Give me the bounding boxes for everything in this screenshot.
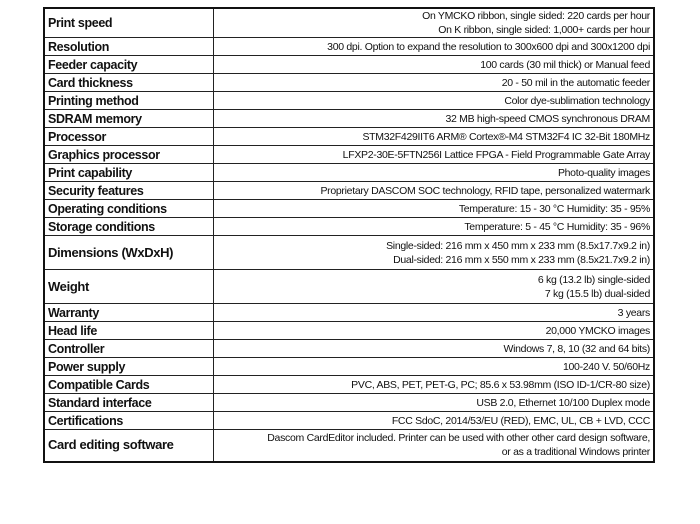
spec-value [214, 430, 655, 462]
spec-value [214, 92, 655, 110]
spec-row-card-editing-software [44, 430, 654, 462]
spec-label: Processor [44, 128, 214, 146]
spec-row-head-life [44, 322, 654, 340]
spec-value [214, 38, 655, 56]
spec-row-printing-method [44, 92, 654, 110]
spec-value [214, 340, 655, 358]
spec-value-line: Proprietary DASCOM SOC technology, RFID tape, personalized watermark [320, 184, 650, 197]
spec-value [214, 270, 655, 304]
spec-label: Dimensions (WxDxH) [44, 236, 214, 270]
spec-value-line: STM32F429IIT6 ARM® Cortex®-M4 STM32F4 IC 32-Bit 180MHz [362, 130, 650, 143]
spec-value [214, 376, 655, 394]
spec-value [214, 74, 655, 92]
spec-value [214, 8, 655, 38]
spec-label: Card thickness [44, 74, 214, 92]
spec-label: Card editing software [44, 430, 214, 462]
spec-value [214, 322, 655, 340]
spec-row-standard-interface [44, 394, 654, 412]
spec-label: Graphics processor [44, 146, 214, 164]
spec-value-line: 300 dpi. Option to expand the resolution to 300x600 dpi and 300x1200 dpi [327, 40, 650, 53]
spec-value [214, 110, 655, 128]
spec-row-security-features [44, 182, 654, 200]
spec-value-line: Temperature: 15 - 30 °C Humidity: 35 - 95% [458, 202, 650, 215]
spec-value-line: 100 cards (30 mil thick) or Manual feed [480, 58, 650, 71]
spec-row-graphics-processor [44, 146, 654, 164]
spec-row-weight [44, 270, 654, 304]
spec-value-line: Windows 7, 8, 10 (32 and 64 bits) [503, 342, 650, 355]
spec-label: Certifications [44, 412, 214, 430]
spec-table [43, 7, 655, 463]
spec-row-operating-conditions [44, 200, 654, 218]
spec-row-certifications [44, 412, 654, 430]
spec-label: Operating conditions [44, 200, 214, 218]
spec-value-line: 32 MB high-speed CMOS synchronous DRAM [445, 112, 650, 125]
spec-row-print-capability [44, 164, 654, 182]
spec-value [214, 128, 655, 146]
spec-value-line: 100-240 V. 50/60Hz [562, 360, 650, 373]
spec-row-warranty [44, 304, 654, 322]
spec-value [214, 358, 655, 376]
spec-value-line: 6 kg (13.2 lb) single-sided [537, 273, 650, 286]
spec-value [214, 200, 655, 218]
spec-row-resolution [44, 38, 654, 56]
spec-label: Resolution [44, 38, 214, 56]
spec-label: Storage conditions [44, 218, 214, 236]
spec-row-print-speed [44, 8, 654, 38]
spec-value [214, 218, 655, 236]
spec-label: Print speed [44, 8, 214, 38]
spec-row-feeder-capacity [44, 56, 654, 74]
spec-label: Compatible Cards [44, 376, 214, 394]
spec-label: Printing method [44, 92, 214, 110]
spec-value-line: Dascom CardEditor included. Printer can be used with other other card design software, [267, 432, 650, 445]
spec-row-sdram-memory [44, 110, 654, 128]
spec-value [214, 146, 655, 164]
spec-row-processor [44, 128, 654, 146]
spec-row-compatible-cards [44, 376, 654, 394]
spec-value [214, 56, 655, 74]
spec-label: Controller [44, 340, 214, 358]
spec-value-line: FCC SdoC, 2014/53/EU (RED), EMC, UL, CB + LVD, CCC [391, 414, 650, 427]
spec-value-line: On YMCKO ribbon, single sided: 220 cards per hour [422, 10, 650, 22]
spec-value-line: Color dye-sublimation technology [504, 94, 650, 107]
spec-value-line: 3 years [617, 306, 650, 319]
spec-table-body [44, 8, 654, 462]
spec-row-dimensions-wxdxh [44, 236, 654, 270]
spec-value-line: 7 kg (15.5 lb) dual-sided [544, 287, 650, 300]
spec-value-line: 20,000 YMCKO images [545, 324, 650, 337]
spec-row-card-thickness [44, 74, 654, 92]
spec-label: Head life [44, 322, 214, 340]
spec-row-controller [44, 340, 654, 358]
spec-label: Feeder capacity [44, 56, 214, 74]
spec-value-line: LFXP2-30E-5FTN256I Lattice FPGA - Field Programmable Gate Array [342, 148, 650, 161]
spec-value [214, 182, 655, 200]
spec-label: Weight [44, 270, 214, 304]
spec-label: Print capability [44, 164, 214, 182]
spec-label: SDRAM memory [44, 110, 214, 128]
spec-label: Security features [44, 182, 214, 200]
spec-row-storage-conditions [44, 218, 654, 236]
spec-value-line: PVC, ABS, PET, PET-G, PC; 85.6 x 53.98mm (ISO ID-1/CR-80 size) [351, 378, 650, 391]
spec-value-line: USB 2.0, Ethernet 10/100 Duplex mode [476, 396, 650, 409]
spec-value-line: Photo-quality images [557, 166, 650, 179]
spec-value [214, 236, 655, 270]
spec-row-power-supply [44, 358, 654, 376]
spec-value-line: Temperature: 5 - 45 °C Humidity: 35 - 96% [464, 220, 650, 233]
spec-label: Standard interface [44, 394, 214, 412]
spec-label: Warranty [44, 304, 214, 322]
spec-value [214, 164, 655, 182]
spec-value-line: Dual-sided: 216 mm x 550 mm x 233 mm (8.5x21.7x9.2 in) [393, 253, 650, 266]
spec-label: Power supply [44, 358, 214, 376]
spec-value-line: 20 - 50 mil in the automatic feeder [501, 76, 650, 89]
spec-value [214, 394, 655, 412]
spec-value [214, 304, 655, 322]
spec-value-line: On K ribbon, single sided: 1,000+ cards per hour [438, 24, 650, 36]
spec-value [214, 412, 655, 430]
spec-value-line: Single-sided: 216 mm x 450 mm x 233 mm (8.5x17.7x9.2 in) [386, 239, 650, 252]
spec-value-line: or as a traditional Windows printer [501, 446, 650, 459]
